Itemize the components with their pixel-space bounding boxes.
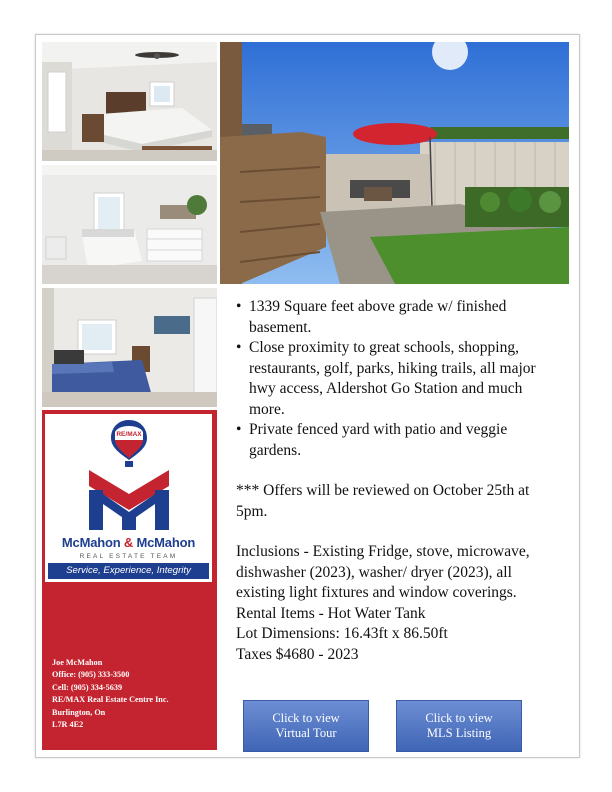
mls-listing-line2: MLS Listing: [426, 726, 492, 740]
agent-contact: [52, 657, 217, 731]
photo-bedroom-1: [42, 42, 217, 161]
feature-item: • Private fenced yard with patio and veggie gardens.: [236, 420, 556, 461]
logo-card: [45, 414, 212, 582]
virtual-tour-line1: Click to view: [272, 711, 340, 725]
mls-listing-button[interactable]: [396, 700, 522, 752]
mls-listing-line1: Click to view: [425, 711, 493, 725]
taxes-text: Taxes $4680 - 2023: [236, 645, 359, 663]
agent-city: Burlington, On: [52, 707, 106, 717]
offers-note: *** Offers will be reviewed on October 25th at 5pm.: [236, 482, 530, 520]
agent-cell-phone: Cell: (905) 334-5639: [52, 682, 123, 692]
photo-bedroom-3: [42, 288, 217, 407]
agent-brokerage: RE/MAX Real Estate Centre Inc.: [52, 695, 169, 705]
agent-name: Joe McMahon: [52, 658, 103, 667]
logo-name-part2: McMahon: [136, 535, 196, 550]
logo-name-amp: &: [123, 535, 134, 550]
agent-postal: L7R 4E2: [52, 720, 84, 730]
virtual-tour-button[interactable]: [243, 700, 369, 752]
remax-badge-text: RE/MAX: [116, 431, 142, 438]
inclusions-text: Inclusions - Existing Fridge, stove, microwave, dishwasher (2023), washer/ dryer (2023), all existing light fixtures and window coverings.: [236, 543, 530, 601]
listing-details: [236, 297, 556, 665]
mm-monogram-icon: [85, 464, 173, 532]
virtual-tour-line2: Virtual Tour: [275, 726, 337, 740]
lot-dimensions-text: Lot Dimensions: 16.43ft x 86.50ft: [236, 625, 448, 642]
logo-subtitle: REAL ESTATE TEAM: [79, 553, 178, 560]
logo-name-part1: McMahon: [61, 535, 121, 550]
remax-balloon-icon: [109, 418, 149, 470]
feature-item: • Close proximity to great schools, shopping, restaurants, golf, parks, hiking trails, all major hwy access, Aldershot Go Station and much more.: [236, 338, 556, 420]
rental-items-text: Rental Items - Hot Water Tank: [236, 604, 426, 622]
agent-office-phone: Office: (905) 333-3500: [52, 670, 130, 680]
feature-list: [236, 297, 556, 461]
photo-bedroom-2: [42, 165, 217, 284]
photo-backyard: [220, 42, 569, 284]
logo-team-name: [45, 535, 212, 550]
feature-item: • 1339 Square feet above grade w/ finished basement.: [236, 297, 556, 338]
logo-tagline: Service, Experience, Integrity: [48, 563, 209, 579]
